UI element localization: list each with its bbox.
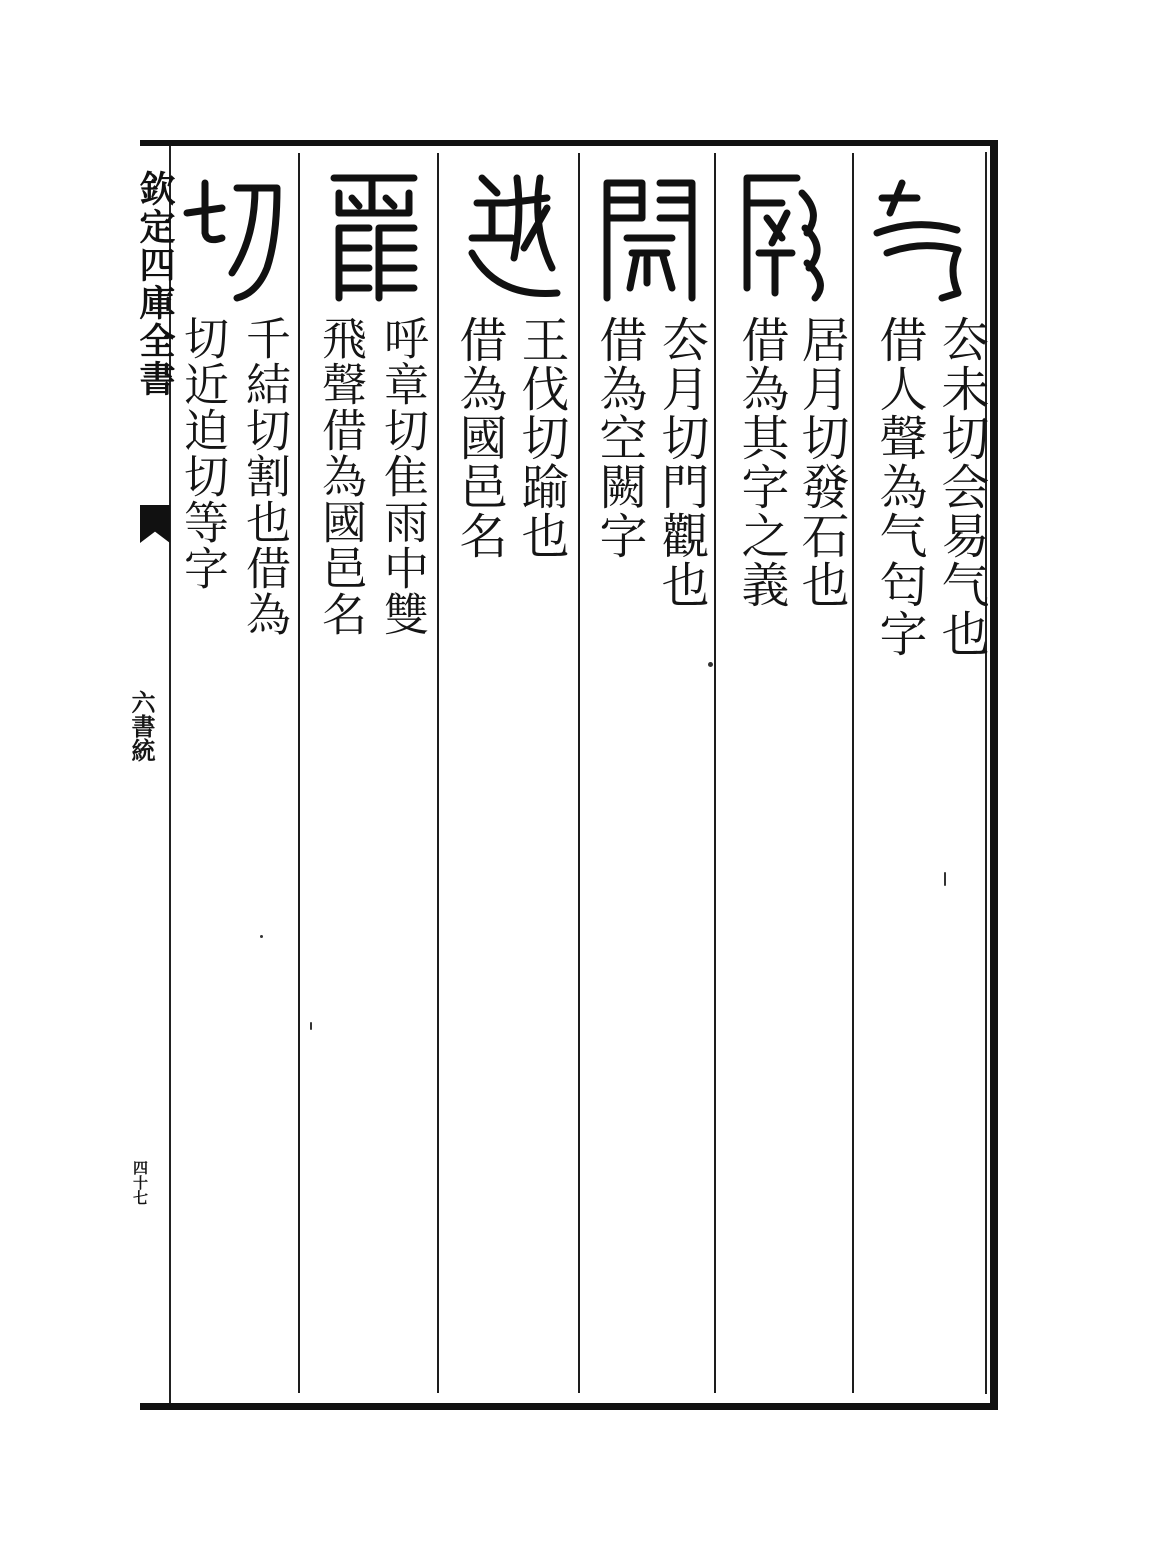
page-number: 四十七 — [131, 1160, 149, 1205]
entry-3-borrowing-note: 借為空闕字 — [591, 315, 647, 560]
seal-script-qi-icon — [862, 158, 980, 308]
entry-5-borrowing-note: 飛聲借為國邑名 — [314, 315, 367, 637]
column-rule — [714, 153, 716, 1393]
column-rule — [437, 153, 439, 1393]
entry-6-borrowing-note: 切近迫切等字 — [176, 315, 229, 591]
section-title: 六書統 — [127, 690, 156, 762]
entry-4-borrowing-note: 借為國邑名 — [451, 315, 507, 560]
seal-script-yue-icon — [452, 158, 570, 308]
ink-speck — [260, 935, 263, 938]
entry-2-definition: 居月切發石也 — [793, 315, 849, 609]
ink-speck — [310, 1022, 312, 1030]
column-rule — [852, 153, 854, 1393]
entry-6-definition: 千結切割也借為 — [238, 315, 291, 637]
column-rule — [578, 153, 580, 1393]
entry-5-definition: 呼章切隹雨中雙 — [376, 315, 429, 637]
entry-3-definition: 厺月切門觀也 — [653, 315, 709, 609]
seal-script-que-icon — [592, 158, 710, 308]
entry-2-borrowing-note: 借為其字之義 — [733, 315, 789, 609]
seal-script-fa-icon — [727, 158, 845, 308]
book-title: 欽定四庫全書 — [134, 170, 176, 398]
entry-4-definition: 王伐切踰也 — [513, 315, 569, 560]
column-rule — [298, 153, 300, 1393]
seal-script-huo-icon — [314, 158, 432, 308]
ink-speck — [944, 872, 946, 886]
seal-script-qie-icon — [177, 158, 295, 308]
entry-1-borrowing-note: 借人聲為气匄字 — [871, 315, 927, 658]
entry-1-definition: 厺未切会易气也 — [933, 315, 989, 658]
ink-speck — [708, 662, 713, 667]
